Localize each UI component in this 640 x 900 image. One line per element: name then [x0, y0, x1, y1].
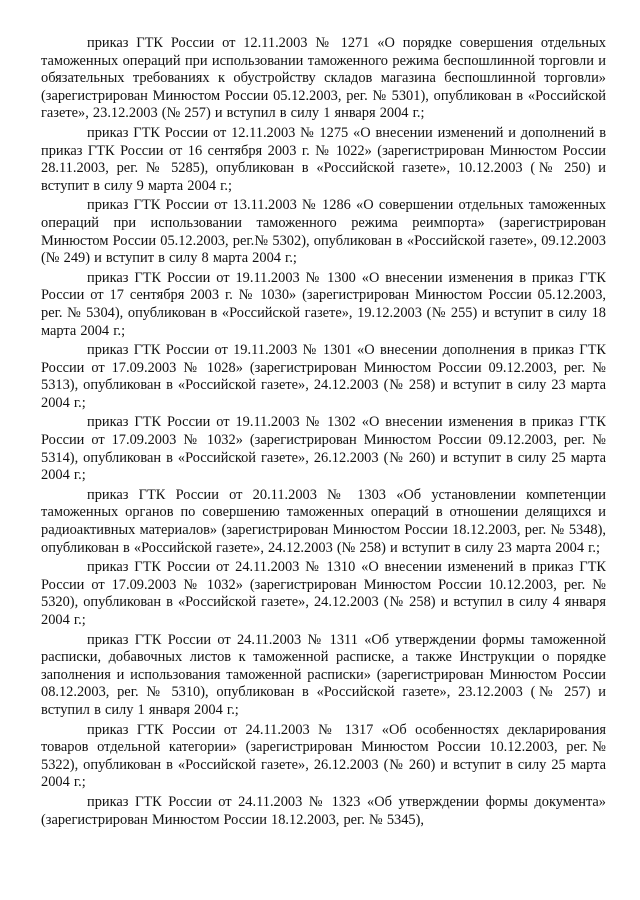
paragraph: приказ ГТК России от 24.11.2003 № 1311 «Об утверждении формы таможенной расписки, добавочных листов к таможенной расписке, а также Инструкции о порядке заполнения и использования таможенной расписки» (зарегистрирован Минюстом России 08.12.2003, рег. № 5310), опубликован в «Российской газете», 23.12.2003 (№ 257) и вступил в силу 1 января 2004 г.;: [41, 631, 606, 718]
paragraph: приказ ГТК России от 20.11.2003 № 1303 «Об установлении компетенции таможенных органов по совершению таможенных операций в отношении делящихся и радиоактивных материалов» (зарегистрирован Минюстом России 18.12.2003, рег. № 5348), опубликован в «Российской газете», 24.12.2003 (№ 258) и вступит в силу 23 марта 2004 г.;: [41, 486, 606, 556]
paragraph: приказ ГТК России от 24.11.2003 № 1323 «Об утверждении формы документа» (зарегистрирован Минюстом России 18.12.2003, рег. № 5345),: [41, 793, 606, 828]
paragraph: приказ ГТК России от 19.11.2003 № 1300 «О внесении изменения в приказ ГТК России от 17 сентября 2003 г. № 1030» (зарегистрирован Минюстом России 05.12.2003, рег. № 5304), опубликован в «Российской газете», 19.12.2003 (№ 255) и вступит в силу 18 марта 2004 г.;: [41, 269, 606, 339]
paragraph: приказ ГТК России от 12.11.2003 № 1271 «О порядке совершения отдельных таможенных операций при использовании таможенного режима беспошлинной торговли и обязательных требованиях к обустройству складов магазина беспошлинной торговли» (зарегистрирован Минюстом России 05.12.2003, рег. № 5301), опубликован в «Российской газете», 23.12.2003 (№ 257) и вступил в силу 1 января 2004 г.;: [41, 35, 606, 122]
paragraph: приказ ГТК России от 12.11.2003 № 1275 «О внесении изменений и дополнений в приказ ГТК России от 16 сентября 2003 г. № 1022» (зарегистрирован Минюстом России 28.11.2003, рег. № 5285), опубликован в «Российской газете», 10.12.2003 (№ 250) и вступит в силу 9 марта 2004 г.;: [41, 124, 606, 194]
paragraph: приказ ГТК России от 19.11.2003 № 1301 «О внесении дополнения в приказ ГТК России от 17.09.2003 № 1028» (зарегистрирован Минюстом России 09.12.2003, рег. № 5313), опубликован в «Российской газете», 24.12.2003 (№ 258) и вступит в силу 23 марта 2004 г.;: [41, 342, 606, 411]
paragraph: приказ ГТК России от 24.11.2003 № 1317 «Об особенностях декларирования товаров отдельной категории» (зарегистрирован Минюстом России 10.12.2003, рег.№ 5322), опубликован в «Российской газете», 26.12.2003 (№ 260) и вступит в силу 25 марта 2004 г.;: [41, 721, 606, 791]
paragraph: приказ ГТК России от 19.11.2003 № 1302 «О внесении изменения в приказ ГТК России от 17.09.2003 № 1032» (зарегистрирован Минюстом России 09.12.2003, рег. № 5314), опубликован в «Российской газете», 26.12.2003 (№ 260) и вступит в силу 25 марта 2004 г.;: [41, 414, 606, 484]
paragraph: приказ ГТК России от 24.11.2003 № 1310 «О внесении изменений в приказ ГТК России от 17.09.2003 № 1032» (зарегистрирован Минюстом России 10.12.2003, рег. № 5320), опубликован в «Российской газете», 24.12.2003 (№ 258) и вступил в силу 4 января 2004 г.;: [41, 559, 606, 628]
paragraph: приказ ГТК России от 13.11.2003 № 1286 «О совершении отдельных таможенных операций при использовании таможенного режима реимпорта» (зарегистрирован Минюстом России 05.12.2003, рег.№ 5302), опубликован в «Российской газете», 09.12.2003 (№ 249) и вступит в силу 8 марта 2004 г.;: [41, 197, 606, 267]
